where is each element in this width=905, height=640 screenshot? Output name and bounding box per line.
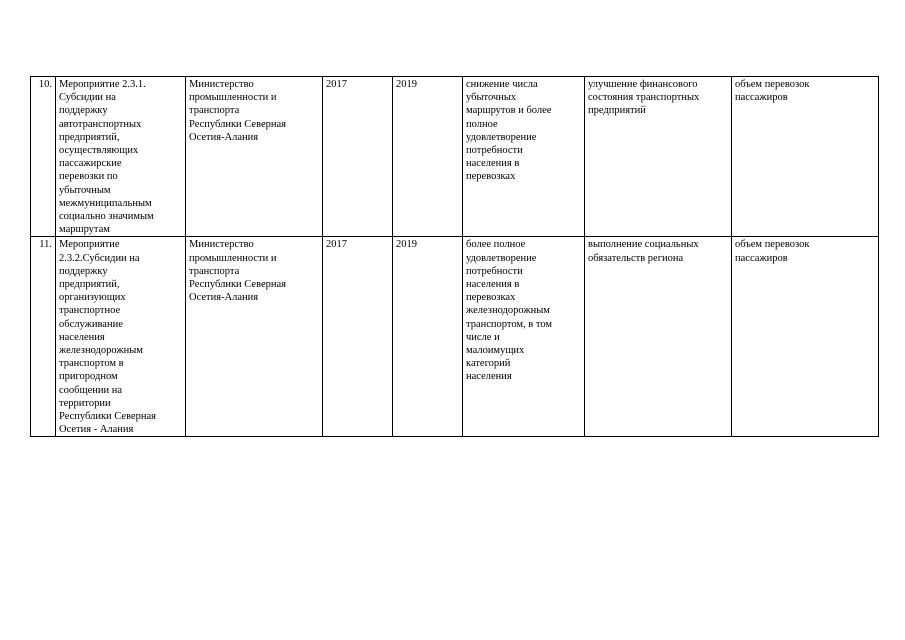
event-name-line: пригородном bbox=[59, 371, 118, 383]
expected-result-line: потребности bbox=[466, 145, 523, 157]
expected-result-line: более полное bbox=[466, 239, 526, 251]
expected-result-line: маршрутов и более bbox=[466, 105, 552, 117]
problems-line: предприятий bbox=[588, 105, 646, 117]
program-events-table bbox=[30, 76, 879, 437]
expected-result-line: удовлетворение bbox=[466, 131, 537, 143]
problems-cell bbox=[585, 77, 732, 237]
indicator-link-line: пассажиров bbox=[735, 252, 788, 264]
expected-result-line: населения в bbox=[466, 158, 520, 170]
executor-line: транспорта bbox=[189, 105, 240, 117]
event-name-cell bbox=[56, 237, 186, 437]
expected-result-line: полное bbox=[466, 118, 498, 130]
event-name-line: пассажирские bbox=[59, 158, 122, 170]
expected-result-line: снижение числа bbox=[466, 79, 538, 90]
expected-result-line: населения bbox=[466, 371, 512, 383]
event-name-line: транспортное bbox=[59, 305, 121, 317]
expected-result-line: населения в bbox=[466, 279, 520, 291]
event-name-line: автотранспортных bbox=[59, 118, 142, 130]
event-name-line: межмуниципальным bbox=[59, 197, 152, 209]
problems-line: улучшение финансового bbox=[588, 79, 698, 90]
executor-line: Осетия-Алания bbox=[189, 131, 259, 143]
row-number: 11. bbox=[31, 237, 56, 437]
executor-line: транспорта bbox=[189, 265, 240, 277]
event-name-line: Осетия - Алания bbox=[59, 424, 134, 436]
event-name-line: Мероприятие bbox=[59, 239, 120, 251]
start-year-cell: 2017 bbox=[323, 77, 393, 237]
expected-result-line: числе и bbox=[466, 331, 500, 343]
problems-line: обязательств региона bbox=[588, 252, 684, 264]
end-year-cell: 2019 bbox=[393, 237, 463, 437]
event-name-line: маршрутам bbox=[59, 224, 110, 236]
executor-line: промышленности и bbox=[189, 252, 277, 264]
table-row bbox=[31, 77, 879, 237]
table-row bbox=[31, 237, 879, 437]
problems-cell bbox=[585, 237, 732, 437]
event-name-line: Субсидии на bbox=[59, 92, 116, 104]
expected-result-line: перевозках bbox=[466, 292, 516, 304]
expected-result-line: железнодорожным bbox=[466, 305, 550, 317]
indicator-link-line: объем перевозок bbox=[735, 79, 810, 90]
expected-result-line: убыточных bbox=[466, 92, 517, 104]
expected-result-line: перевозках bbox=[466, 171, 516, 183]
executor-cell bbox=[186, 237, 323, 437]
indicator-link-cell bbox=[732, 77, 879, 237]
indicator-link-line: объем перевозок bbox=[735, 239, 810, 251]
event-name-line: организующих bbox=[59, 292, 126, 304]
event-name-line: 2.3.2.Субсидии на bbox=[59, 252, 140, 264]
event-name-line: сообщении на bbox=[59, 384, 123, 396]
executor-line: Министерство bbox=[189, 79, 254, 90]
expected-result-line: малоимущих bbox=[466, 345, 525, 357]
executor-line: Осетия-Алания bbox=[189, 292, 259, 304]
event-name-line: транспортом в bbox=[59, 358, 124, 370]
executor-line: Республики Северная bbox=[189, 118, 287, 130]
event-name-line: населения bbox=[59, 331, 105, 343]
event-name-line: предприятий, bbox=[59, 131, 120, 143]
event-name-line: предприятий, bbox=[59, 279, 120, 291]
event-name-line: поддержку bbox=[59, 105, 108, 117]
event-name-line: перевозки по bbox=[59, 171, 118, 183]
executor-line: Республики Северная bbox=[189, 279, 287, 291]
expected-result-line: потребности bbox=[466, 265, 523, 277]
event-name-line: Республики Северная bbox=[59, 411, 157, 423]
event-name-line: убыточным bbox=[59, 184, 111, 196]
event-name-line: обслуживание bbox=[59, 318, 123, 330]
executor-line: Министерство bbox=[189, 239, 254, 251]
event-name-line: поддержку bbox=[59, 265, 108, 277]
indicator-link-cell bbox=[732, 237, 879, 437]
expected-result-line: удовлетворение bbox=[466, 252, 537, 264]
end-year-cell: 2019 bbox=[393, 77, 463, 237]
event-name-line: железнодорожным bbox=[59, 345, 143, 357]
start-year-cell: 2017 bbox=[323, 237, 393, 437]
indicator-link-line: пассажиров bbox=[735, 92, 788, 104]
problems-line: выполнение социальных bbox=[588, 239, 699, 251]
problems-line: состояния транспортных bbox=[588, 92, 700, 104]
executor-cell bbox=[186, 77, 323, 237]
event-name-line: Мероприятие 2.3.1. bbox=[59, 79, 146, 90]
expected-result-cell bbox=[463, 237, 585, 437]
expected-result-cell bbox=[463, 77, 585, 237]
expected-result-line: категорий bbox=[466, 358, 511, 370]
event-name-line: социально значимым bbox=[59, 211, 154, 223]
row-number: 10. bbox=[31, 77, 56, 237]
event-name-cell bbox=[56, 77, 186, 237]
executor-line: промышленности и bbox=[189, 92, 277, 104]
expected-result-line: транспортом, в том bbox=[466, 318, 553, 330]
event-name-line: территории bbox=[59, 397, 111, 409]
event-name-line: осуществляющих bbox=[59, 145, 139, 157]
